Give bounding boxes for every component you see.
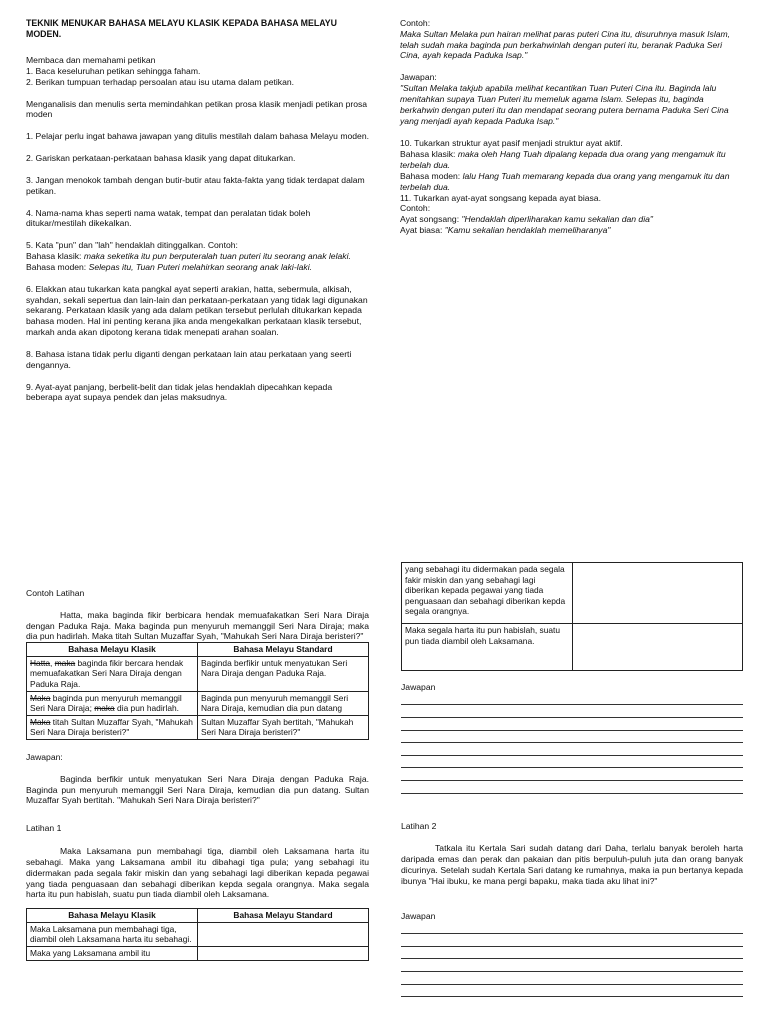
list-item: 1. Baca keseluruhan petikan sehingga faham.	[26, 65, 201, 76]
table-cell: yang sebahagi itu didermakan pada segala fakir miskin dan yang sebahagi lagi diberikan kepada pegawai yang tiada penguasaan dan sebahagi diberikan kepda segala orangnya.	[402, 563, 573, 624]
contoh-latihan-heading: Contoh Latihan	[26, 588, 85, 598]
example-text: maka seketika itu pun berputeralah tuan puteri itu seorang anak lelaki.	[83, 251, 351, 262]
answer-lines[interactable]	[401, 922, 743, 998]
struck-word: maka	[94, 703, 115, 714]
point-6: 6. Elakkan atau tukarkan kata pangkal ayat seperti arakian, hatta, sebermula, alkisah, syahdan, sekali sepertua dan lain-lain dan perkataan-perkataan yang tidak lagi digunakan sekarang. Perkataan klasik yang ada dalam petikan tersebut perlulah ditukarkan kepada bahasa moden. Hal ini penting kerana jika anda mengekalkan perkataan klasik tersebut, markah anda akan dipotong kerana tidak menepati arahan soalan.	[26, 283, 368, 338]
example-text: "Kamu sekalian hendaklah memeliharanya"	[444, 225, 611, 236]
answer-line[interactable]	[401, 718, 743, 731]
jawapan-label: Jawapan	[401, 910, 436, 921]
point-11-biasa	[400, 225, 744, 236]
cell-text: baginda pun menyuruh memanggil Seri Nara Diraja;	[30, 692, 182, 714]
struck-word: maka	[54, 657, 76, 668]
cell-text: titah Sultan Muzaffar Syah, "Mahukah Seri Nara Diraja beristeri?"	[30, 716, 193, 738]
jawapan-label: Jawapan	[401, 682, 436, 692]
answer-line[interactable]	[401, 922, 743, 935]
table-header-row	[27, 643, 369, 657]
point-2: 2. Gariskan perkataan-perkataan bahasa klasik yang dapat ditukarkan.	[26, 153, 296, 164]
label: Bahasa klasik:	[26, 251, 84, 262]
point-1: 1. Pelajar perlu ingat bahawa jawapan yang ditulis mestilah dalam bahasa Melayu moden.	[26, 131, 370, 142]
struck-word: Maka	[30, 692, 51, 703]
contoh-label: Contoh:	[400, 18, 431, 28]
table-row	[402, 624, 743, 671]
answer-line[interactable]	[401, 781, 743, 794]
document-title: TEKNIK MENUKAR BAHASA MELAYU KLASIK KEPADA BAHASA MELAYU MODEN.	[26, 18, 337, 40]
jawapan-text: Baginda berfikir untuk menyatukan Seri Nara Diraja dengan Paduka Raja. Baginda pun menyuruh memanggil Seri Nara Diraja, kemudian dia pun datang. Sultan Muzaffar Syah bertitah. "Mahukah Seri Nara Diraja beristeri?"	[26, 773, 369, 806]
cell-text: ,	[50, 657, 55, 668]
latihan-1-table-continued	[401, 562, 743, 671]
struck-word: Hatta	[30, 657, 51, 668]
answer-line[interactable]	[401, 947, 743, 960]
page2-right-column	[401, 562, 743, 997]
table-cell	[27, 691, 198, 715]
struck-word: Maka	[30, 716, 51, 727]
table-header: Bahasa Melayu Klasik	[27, 909, 198, 923]
table-cell: Sultan Muzaffar Syah bertitah, "Mahukah Seri Nara Diraja beristeri?"	[198, 715, 369, 739]
table-cell	[27, 715, 198, 739]
jawapan-label: Jawapan:	[26, 751, 63, 762]
answer-cell[interactable]	[572, 624, 743, 671]
answer-cell[interactable]	[572, 563, 743, 624]
table-cell	[27, 656, 198, 691]
table-header-row	[27, 909, 369, 923]
example-text: Selepas itu, Tuan Puteri melahirkan seorang anak laki-laki.	[88, 261, 312, 272]
table-row	[27, 656, 369, 691]
answer-line[interactable]	[401, 731, 743, 744]
list-item: 2. Berikan tumpuan terhadap persoalan atau isu utama dalam petikan.	[26, 76, 295, 87]
point-8: 8. Bahasa istana tidak perlu diganti dengan perkataan lain atau perkataan yang seerti dengannya.	[26, 348, 352, 370]
point-11-songsang	[400, 214, 744, 225]
point-5-moden	[26, 262, 370, 273]
point-5-klasik	[26, 251, 370, 262]
point-11: 11. Tukarkan ayat-ayat songsang kepada ayat biasa.	[400, 192, 601, 203]
table-header: Bahasa Melayu Standard	[198, 643, 369, 657]
table-cell: Maka Laksamana pun membahagi tiga, diambil oleh Laksamana harta itu sebahagi.	[27, 922, 198, 946]
answer-line[interactable]	[401, 768, 743, 781]
example-text: "Hendaklah diperliharakan kamu sekalian dan dia"	[461, 214, 653, 225]
example-text: maka oleh Hang Tuah dipalang kepada dua orang yang mengamuk itu terbelah dua.	[400, 149, 726, 171]
point-10-moden	[400, 171, 744, 193]
table-header: Bahasa Melayu Standard	[198, 909, 369, 923]
contoh-table	[26, 642, 369, 740]
point-4: 4. Nama-nama khas seperti nama watak, tempat dan peralatan tidak boleh ditukar/mestilah dikekalkan.	[26, 207, 311, 229]
table-row	[27, 691, 369, 715]
latihan-1-passage: Maka Laksamana pun membahagi tiga, diambil oleh Laksamana harta itu sebahagi. Maka yang Laksamana ambil itu dibahagi tiga pula; yang sebahagi itu didermakan pada segala fakir miskin dan yang sebahagi lagi diberikan kepada pegawai yang tiada penguasaan dan sebahagi diberikan kepda segala orangnya. Maka segala harta itu pun habislah, suatu pun tiada diambil oleh Laksamana.	[26, 846, 369, 900]
page2-left-column	[26, 588, 369, 961]
answer-line[interactable]	[401, 985, 743, 998]
answer-cell[interactable]	[198, 946, 369, 960]
cell-text: baginda fikir bercara hendak memuafakatkan Seri Nara Diraja dengan Paduka Raja.	[30, 657, 184, 690]
latihan-1-table	[26, 908, 369, 960]
answer-cell[interactable]	[198, 922, 369, 946]
latihan-2-heading: Latihan 2	[401, 820, 437, 831]
point-11-contoh: Contoh:	[400, 203, 431, 214]
cell-text: dia pun hadirlah.	[114, 703, 179, 714]
table-cell: Maka yang Laksamana ambil itu	[27, 946, 198, 960]
table-row	[27, 946, 369, 960]
point-9: 9. Ayat-ayat panjang, berbelit-belit dan tidak jelas hendaklah dipecahkan kepada beberapa ayat supaya pendek dan jelas maksudnya.	[26, 381, 333, 403]
answer-lines[interactable]	[401, 693, 743, 794]
jawapan-text: "Sultan Melaka takjub apabila melihat kecantikan Tuan Puteri Cina itu. Baginda lalu menitahkan supaya Tuan Puteri itu memeluk agama Islam. Selepas itu, baginda berkahwin dengan puteri itu dan mendapat seorang putera bernama Paduka Seri Cina yang menjadi ayah kepada Paduka Isap."	[400, 83, 729, 126]
answer-line[interactable]	[401, 705, 743, 718]
section-heading: Membaca dan memahami petikan	[26, 55, 156, 66]
point-5: 5. Kata "pun" dan "lah" hendaklah ditinggalkan. Contoh:	[26, 240, 238, 251]
point-10-klasik	[400, 149, 744, 171]
jawapan-label: Jawapan:	[400, 72, 437, 83]
label: Bahasa moden:	[400, 170, 463, 181]
point-3: 3. Jangan menokok tambah dengan butir-butir atau fakta-fakta yang tidak terdapat dalam petikan.	[26, 174, 365, 196]
label: Bahasa klasik:	[400, 149, 458, 160]
answer-line[interactable]	[401, 693, 743, 706]
latihan-2-passage: Tatkala itu Kertala Sari sudah datang dari Daha, terlalu banyak beroleh harta daripada emas dan perak dan pakaian dan pitis berpuluh-puluh juta dan orang banyak dicurinya. Setelah sudah Kertala Sari datang ke rumahnya, maka ia pun bertanya kepada ibunya "Hai ibuku, ke mana pergi bapaku, maka tiada aku lihat ini?"	[401, 843, 743, 886]
page1-left-column	[26, 18, 370, 403]
answer-line[interactable]	[401, 756, 743, 769]
table-cell: Maka segala harta itu pun habislah, suatu pun tiada diambil oleh Laksamana.	[402, 624, 573, 671]
point-10: 10. Tukarkan struktur ayat pasif menjadi struktur ayat aktif.	[400, 138, 623, 149]
answer-line[interactable]	[401, 972, 743, 985]
label: Bahasa moden:	[26, 261, 89, 272]
page1-right-column	[400, 18, 744, 236]
table-cell: Baginda berfikir untuk menyatukan Seri Nara Diraja dengan Paduka Raja.	[198, 656, 369, 691]
table-row	[27, 715, 369, 739]
label: Ayat songsang:	[400, 214, 462, 225]
table-header: Bahasa Melayu Klasik	[27, 643, 198, 657]
table-cell: Baginda pun menyuruh memanggil Seri Nara Diraja, kemudian dia pun datang	[198, 691, 369, 715]
example-text: lalu Hang Tuah memarang kepada dua orang yang mengamuk itu dan terbelah dua.	[400, 170, 730, 192]
contoh-text: Maka Sultan Melaka pun hairan melihat paras puteri Cina itu, disuruhnya masuk Islam, telah sudah maka baginda pun berkahwinlah dengan puteri itu, beranak Paduka Seri Cina, ayah kepada Paduka Isap."	[400, 28, 731, 61]
latihan-1-heading: Latihan 1	[26, 823, 62, 834]
answer-line[interactable]	[401, 959, 743, 972]
label: Ayat biasa:	[400, 225, 445, 236]
table-row	[27, 922, 369, 946]
section-heading: Menganalisis dan menulis serta memindahkan petikan prosa klasik menjadi petikan prosa moden	[26, 98, 368, 120]
answer-line[interactable]	[401, 934, 743, 947]
contoh-passage: Hatta, maka baginda fikir berbicara hendak memuafakatkan Seri Nara Diraja dengan Paduka Raja. Maka baginda pun menyuruh memanggil Seri Nara Diraja; maka dia pun hadirlah. Maka titah Sultan Muzaffar Syah, "Mahukah Seri Nara Diraja beristeri?"	[26, 609, 369, 642]
table-row	[402, 563, 743, 624]
answer-line[interactable]	[401, 743, 743, 756]
